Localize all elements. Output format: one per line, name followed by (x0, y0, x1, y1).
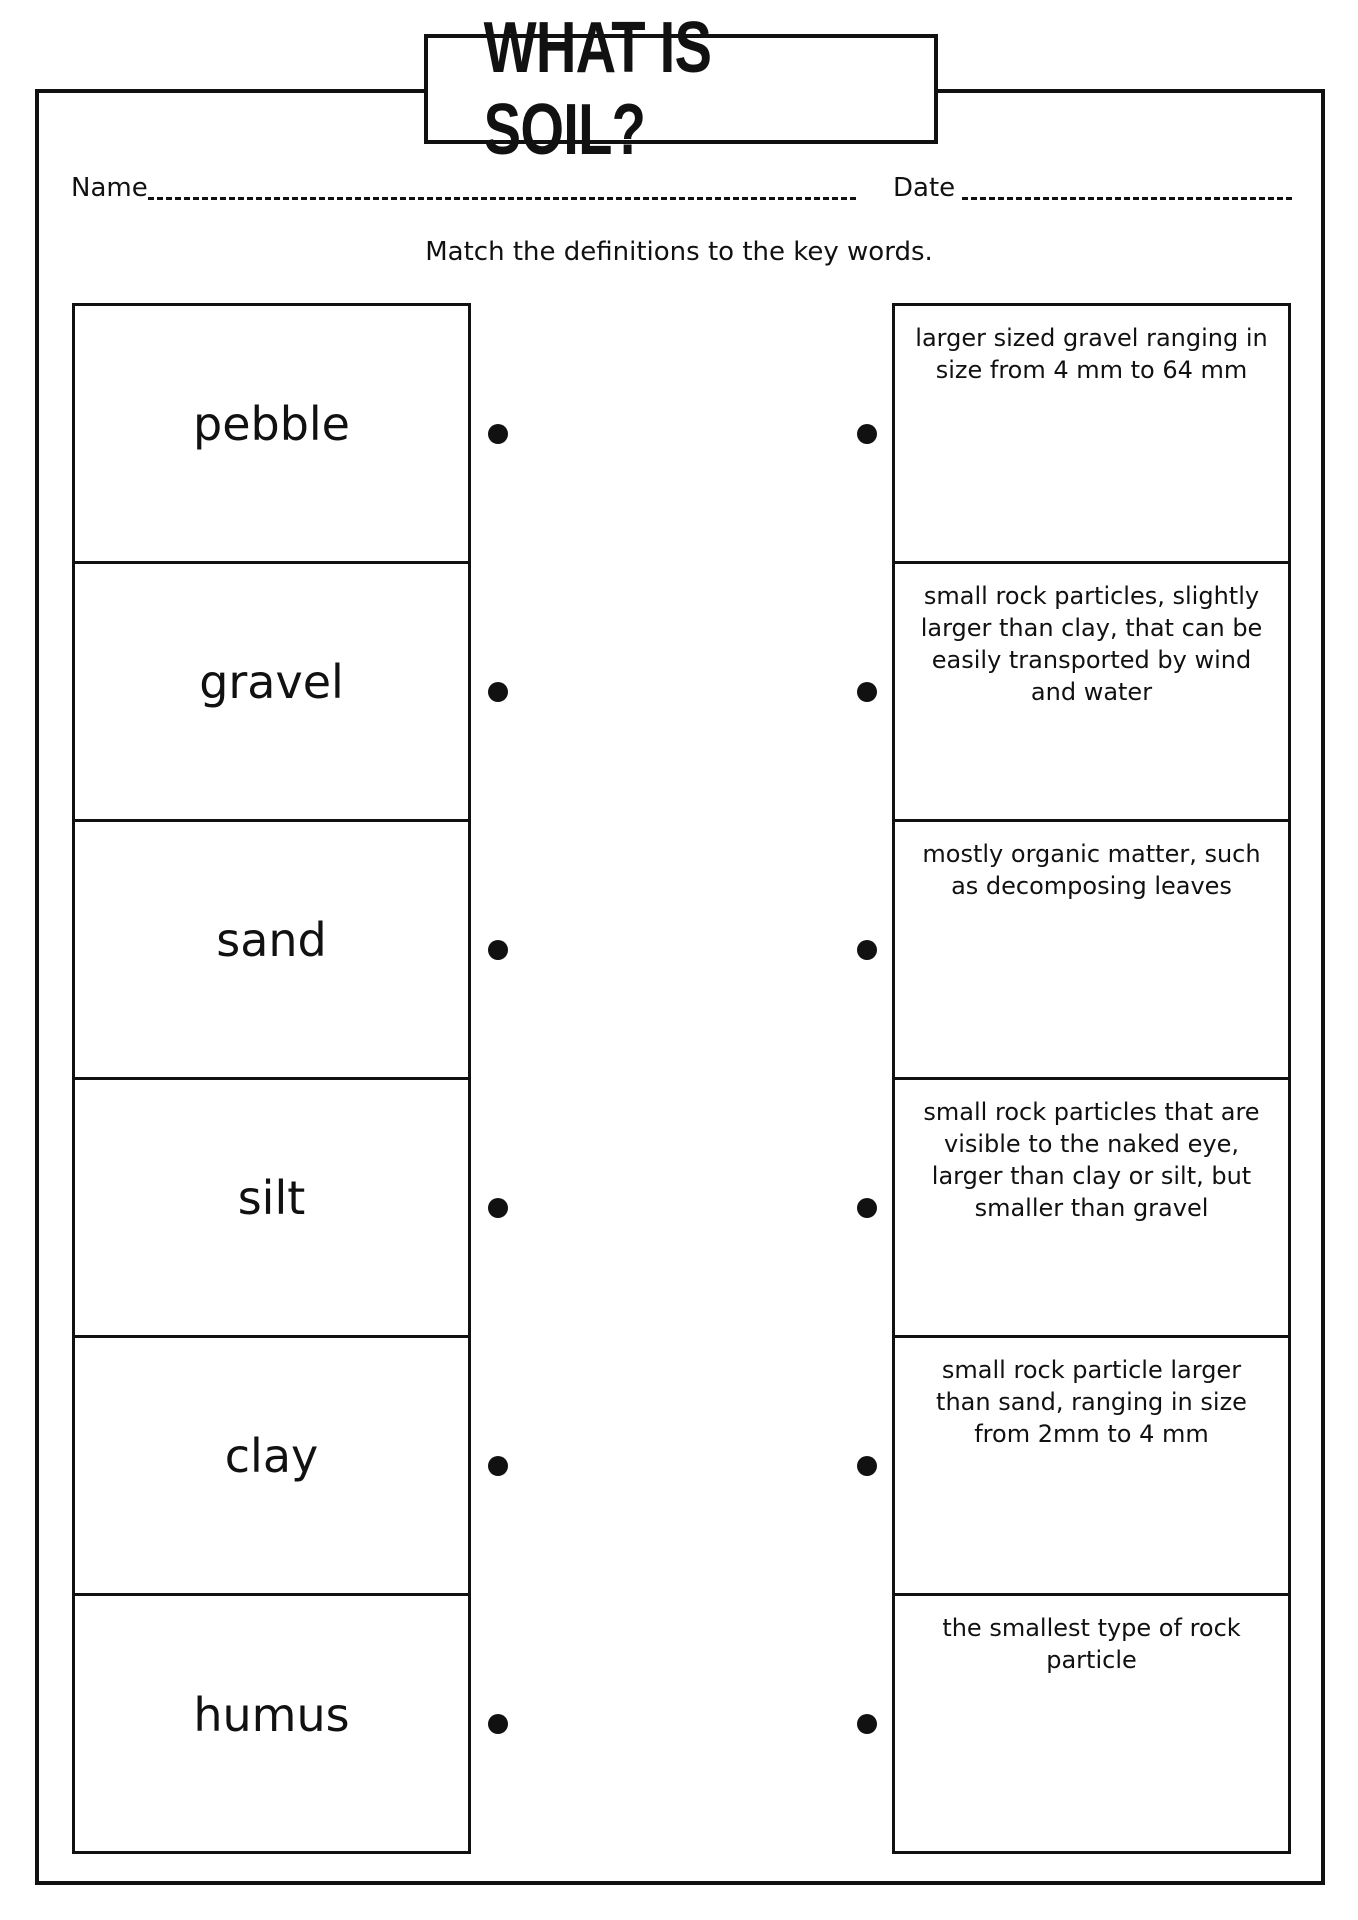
key-words-column (72, 303, 471, 1854)
match-dot-left[interactable] (488, 1714, 508, 1734)
key-word-cell (75, 306, 468, 564)
key-word: humus (193, 1688, 350, 1742)
instructions: Match the definitions to the key words. (425, 237, 933, 267)
key-word: clay (224, 1428, 319, 1483)
match-dot-right[interactable] (857, 1198, 877, 1218)
key-word-cell (75, 822, 468, 1080)
key-word-cell (75, 564, 468, 822)
key-word-cell (75, 1080, 468, 1338)
definition-cell (895, 1596, 1288, 1854)
definition-text: the smallest type of rock particle (942, 1614, 1241, 1674)
name-label: Name (71, 173, 148, 203)
definition-cell (895, 1338, 1288, 1596)
match-dot-left[interactable] (488, 1198, 508, 1218)
definition-text: small rock particles, slightly larger than clay, that can be easily transported by wind and water (920, 582, 1263, 706)
date-field-line[interactable] (962, 197, 1292, 200)
worksheet-title (424, 8, 938, 170)
definition-cell (895, 564, 1288, 822)
key-word-cell (75, 1596, 468, 1854)
definition-cell (895, 1080, 1288, 1338)
match-dot-right[interactable] (857, 1456, 877, 1476)
definition-text: small rock particle larger than sand, ranging in size from 2mm to 4 mm (936, 1356, 1247, 1448)
match-dot-left[interactable] (488, 1456, 508, 1476)
match-dot-left[interactable] (488, 682, 508, 702)
match-dot-right[interactable] (857, 940, 877, 960)
definition-text: small rock particles that are visible to the naked eye, larger than clay or silt, but smaller than gravel (923, 1098, 1260, 1222)
definition-cell (895, 822, 1288, 1080)
worksheet-title-text: WHAT IS SOIL? (483, 8, 712, 170)
match-dot-left[interactable] (488, 424, 508, 444)
key-word: pebble (193, 396, 350, 451)
definitions-column (892, 303, 1291, 1854)
match-dot-right[interactable] (857, 682, 877, 702)
match-dot-right[interactable] (857, 424, 877, 444)
key-word: sand (216, 912, 327, 967)
key-word: silt (237, 1170, 306, 1225)
name-field-line[interactable] (148, 197, 856, 200)
definition-text: larger sized gravel ranging in size from 4 mm to 64 mm (915, 324, 1268, 384)
match-dot-right[interactable] (857, 1714, 877, 1734)
date-label: Date (893, 173, 956, 203)
key-word-cell (75, 1338, 468, 1596)
definition-cell (895, 306, 1288, 564)
key-word: gravel (199, 654, 344, 709)
match-dot-left[interactable] (488, 940, 508, 960)
definition-text: mostly organic matter, such as decomposing leaves (922, 840, 1261, 900)
